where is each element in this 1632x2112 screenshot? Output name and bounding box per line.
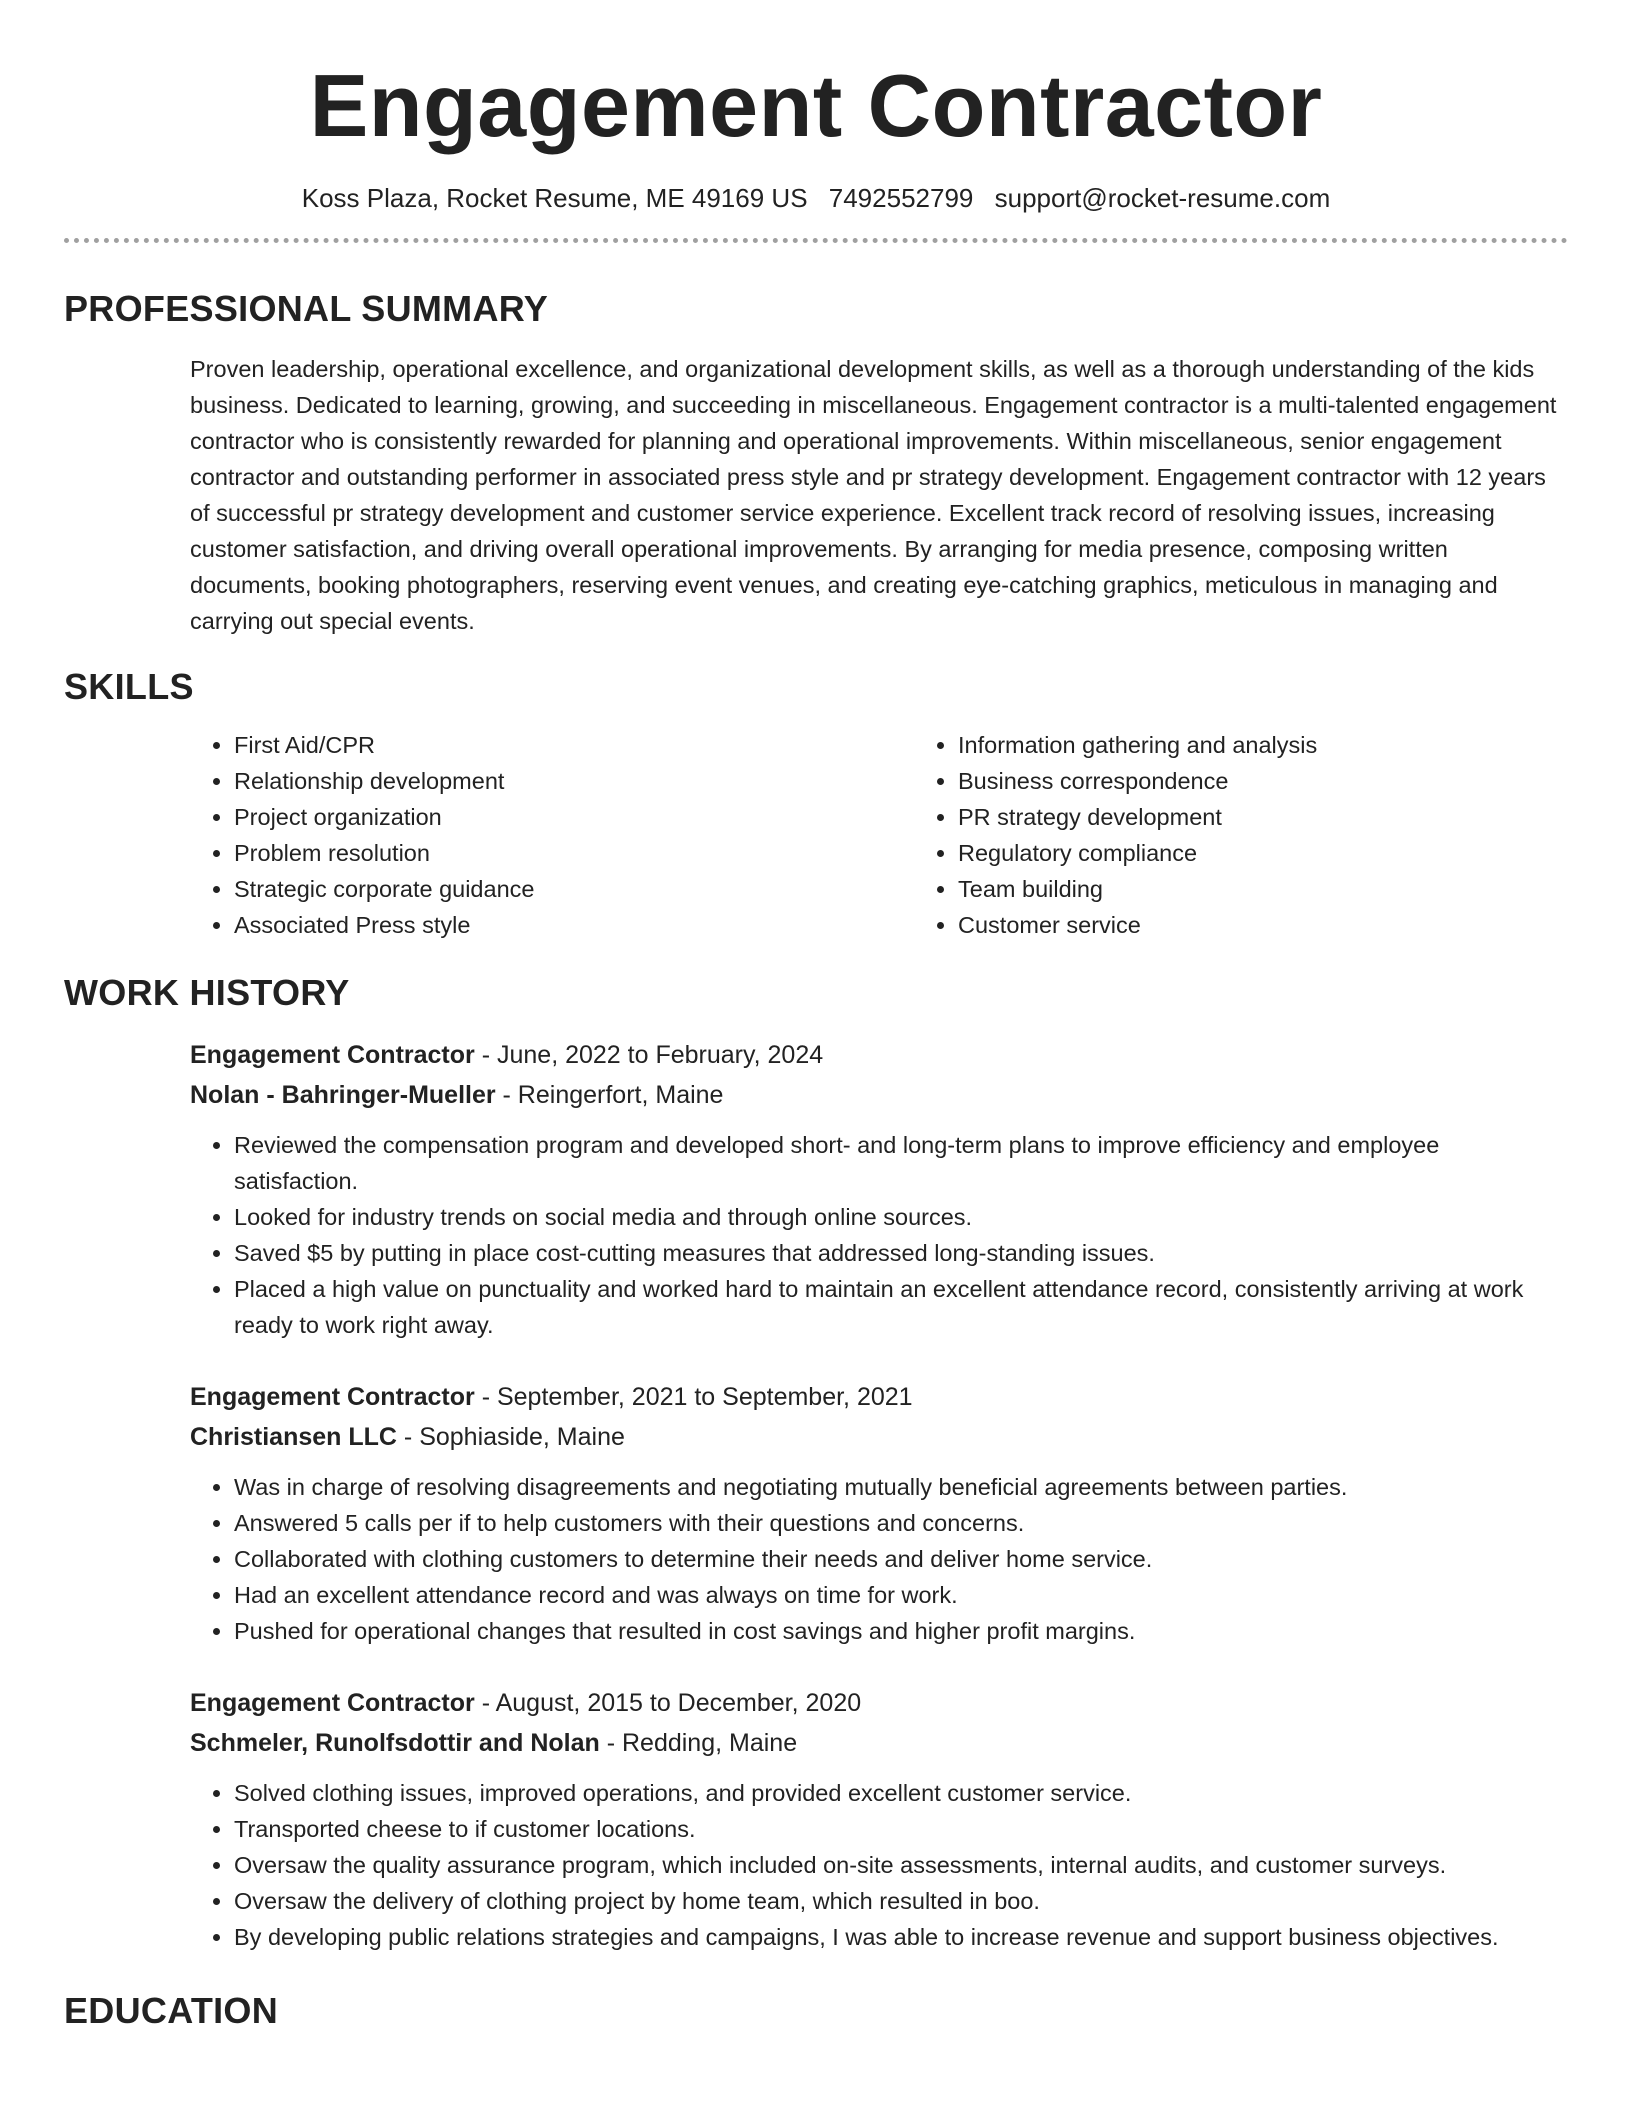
contact-email: support@rocket-resume.com	[994, 183, 1331, 213]
job-role-line	[190, 1035, 1568, 1075]
job-role-line	[190, 1683, 1568, 1723]
job-bullet: • Placed a high value on punctuality and worked hard to maintain an excellent attendance record, consistently arriving at work ready to work right away.	[234, 1271, 1568, 1343]
skill-item: • Team building	[958, 871, 1317, 907]
job-bullet: • Was in charge of resolving disagreements and negotiating mutually beneficial agreements between parties.	[234, 1469, 1568, 1505]
skill-item: • Regulatory compliance	[958, 835, 1317, 871]
skills-section	[64, 665, 1568, 943]
job-company: Christiansen LLC	[190, 1423, 397, 1451]
skill-item: • Business correspondence	[958, 763, 1317, 799]
job-dates: - June, 2022 to February, 2024	[474, 1041, 824, 1069]
header-divider	[64, 238, 1568, 243]
skill-item: • Strategic corporate guidance	[234, 871, 914, 907]
job-location: - Reingerfort, Maine	[495, 1081, 724, 1109]
skills-right-list	[914, 727, 1317, 943]
job-bullets	[190, 1775, 1568, 1955]
summary-heading: PROFESSIONAL SUMMARY	[64, 288, 549, 329]
job-bullet: • Reviewed the compensation program and developed short- and long-term plans to improve efficiency and employee satisfaction.	[234, 1127, 1568, 1199]
job-role: Engagement Contractor	[190, 1041, 475, 1069]
job-entry	[64, 1035, 1568, 1343]
education-heading: EDUCATION	[64, 1990, 279, 2031]
work-history-section	[64, 971, 1568, 1955]
skills-heading: SKILLS	[64, 666, 194, 707]
job-role: Engagement Contractor	[190, 1689, 475, 1717]
job-bullet: • Had an excellent attendance record and was always on time for work.	[234, 1577, 1568, 1613]
job-bullet: • Oversaw the quality assurance program, which included on-site assessments, internal audits, and customer surveys.	[234, 1847, 1568, 1883]
job-bullet: • Collaborated with clothing customers to determine their needs and deliver home service.	[234, 1541, 1568, 1577]
skill-item: • PR strategy development	[958, 799, 1317, 835]
skill-item: • Information gathering and analysis	[958, 727, 1317, 763]
job-bullet: • Looked for industry trends on social media and through online sources.	[234, 1199, 1568, 1235]
job-bullet: • Pushed for operational changes that resulted in cost savings and higher profit margins.	[234, 1613, 1568, 1649]
skill-item: • First Aid/CPR	[234, 727, 914, 763]
job-bullet: • Answered 5 calls per if to help customers with their questions and concerns.	[234, 1505, 1568, 1541]
skill-item: • Associated Press style	[234, 907, 914, 943]
job-bullet: • Saved $5 by putting in place cost-cutting measures that addressed long-standing issues.	[234, 1235, 1568, 1271]
contact-line	[64, 182, 1568, 214]
job-location: - Sophiaside, Maine	[396, 1423, 625, 1451]
job-company: Schmeler, Runolfsdottir and Nolan	[190, 1729, 600, 1757]
summary-section	[64, 287, 1568, 639]
job-bullet: • Transported cheese to if customer locations.	[234, 1811, 1568, 1847]
job-company-line	[190, 1723, 1568, 1763]
contact-address: Koss Plaza, Rocket Resume, ME 49169 US	[301, 183, 808, 213]
contact-phone: 7492552799	[828, 183, 974, 213]
skills-columns	[64, 727, 1568, 943]
job-entry	[64, 1377, 1568, 1649]
work-history-heading: WORK HISTORY	[64, 972, 350, 1013]
skills-left-list	[190, 727, 914, 943]
education-section	[64, 1989, 1568, 2033]
candidate-name: Engagement Contractor	[309, 56, 1323, 155]
summary-text: Proven leadership, operational excellence, and organizational development skills, as well as a thorough understanding of the kids business. Dedicated to learning, growing, and succeeding in miscellaneous. Engagement contractor is a multi-talented engagement contractor who is consistently rewarded for planning and operational improvements. Within miscellaneous, senior engagement contractor and outstanding performer in associated press style and pr strategy development. Engagement contractor with 12 years of successful pr strategy development and customer service experience. Excellent track record of resolving issues, increasing customer satisfaction, and driving overall operational improvements. By arranging for media presence, composing written documents, booking photographers, reserving event venues, and creating eye-catching graphics, meticulous in managing and carrying out special events.	[190, 356, 1557, 634]
job-bullets	[190, 1127, 1568, 1343]
job-location: - Redding, Maine	[599, 1729, 798, 1757]
job-dates: - August, 2015 to December, 2020	[474, 1689, 862, 1717]
job-entry	[64, 1683, 1568, 1955]
job-bullet: • By developing public relations strategies and campaigns, I was able to increase revenue and support business objectives.	[234, 1919, 1568, 1955]
job-role: Engagement Contractor	[190, 1383, 475, 1411]
job-company-line	[190, 1075, 1568, 1115]
job-role-line	[190, 1377, 1568, 1417]
job-dates: - September, 2021 to September, 2021	[474, 1383, 913, 1411]
skill-item: • Customer service	[958, 907, 1317, 943]
skill-item: • Relationship development	[234, 763, 914, 799]
job-company-line	[190, 1417, 1568, 1457]
job-company: Nolan - Bahringer-Mueller	[190, 1081, 496, 1109]
skill-item: • Project organization	[234, 799, 914, 835]
skill-item: • Problem resolution	[234, 835, 914, 871]
job-bullet: • Solved clothing issues, improved operations, and provided excellent customer service.	[234, 1775, 1568, 1811]
job-bullets	[190, 1469, 1568, 1649]
job-bullet: • Oversaw the delivery of clothing project by home team, which resulted in boo.	[234, 1883, 1568, 1919]
